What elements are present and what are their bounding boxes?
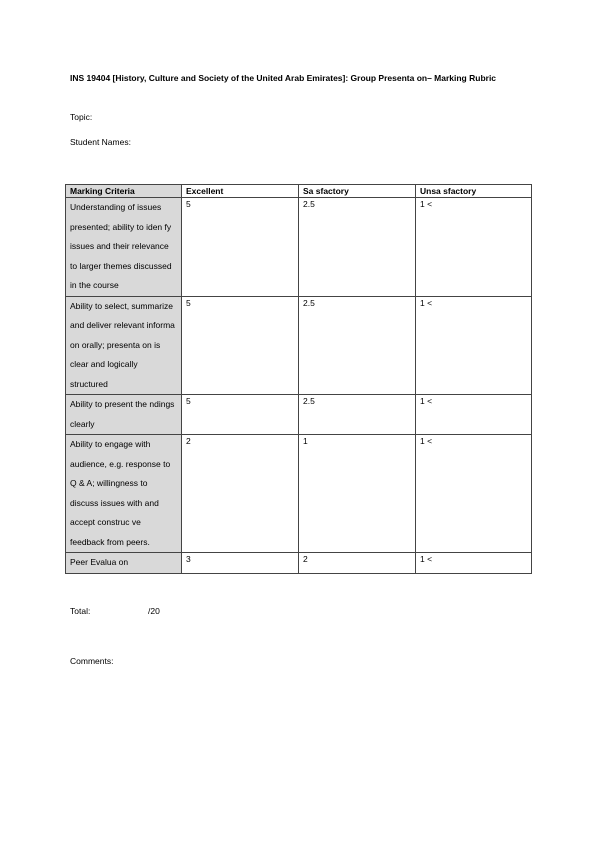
unsatisfactory-score: 1 < xyxy=(416,435,532,553)
unsatisfactory-score: 1 < xyxy=(416,395,532,435)
total-score: /20 xyxy=(148,606,160,616)
criterion-cell: Understanding of issues presented; ability to iden fy issues and their relevance to larger themes discussed in the course xyxy=(66,198,182,297)
table-row xyxy=(66,553,532,574)
document-title: INS 19404 [History, Culture and Society of the United Arab Emirates]: Group Presenta on– Marking Rubric xyxy=(70,73,497,83)
satisfactory-score: 2 xyxy=(299,553,416,574)
criterion-cell: Ability to select, summarize and deliver relevant informa on orally; presenta on is clear and logically structured xyxy=(66,296,182,395)
unsatisfactory-score: 1 < xyxy=(416,198,532,297)
header-excellent: Excellent xyxy=(182,185,299,198)
table-row xyxy=(66,435,532,553)
table-header-row xyxy=(66,185,532,198)
table-row xyxy=(66,296,532,395)
satisfactory-score: 1 xyxy=(299,435,416,553)
marking-rubric-table xyxy=(65,184,532,574)
criterion-cell: Peer Evalua on xyxy=(66,553,182,574)
criterion-cell: Ability to present the ndings clearly xyxy=(66,395,182,435)
table-row xyxy=(66,198,532,297)
unsatisfactory-score: 1 < xyxy=(416,553,532,574)
comments-label: Comments: xyxy=(70,656,114,666)
total-label: Total: xyxy=(70,606,91,616)
topic-label: Topic: xyxy=(70,112,93,122)
excellent-score: 5 xyxy=(182,296,299,395)
table-row xyxy=(66,395,532,435)
header-marking-criteria: Marking Criteria xyxy=(66,185,182,198)
excellent-score: 3 xyxy=(182,553,299,574)
criterion-cell: Ability to engage with audience, e.g. response to Q & A; willingness to discuss issues with and accept construc ve feedback from peers. xyxy=(66,435,182,553)
excellent-score: 2 xyxy=(182,435,299,553)
unsatisfactory-score: 1 < xyxy=(416,296,532,395)
header-unsatisfactory: Unsa sfactory xyxy=(416,185,532,198)
header-satisfactory: Sa sfactory xyxy=(299,185,416,198)
satisfactory-score: 2.5 xyxy=(299,198,416,297)
student-names-label: Student Names: xyxy=(70,137,131,147)
satisfactory-score: 2.5 xyxy=(299,395,416,435)
satisfactory-score: 2.5 xyxy=(299,296,416,395)
excellent-score: 5 xyxy=(182,395,299,435)
excellent-score: 5 xyxy=(182,198,299,297)
